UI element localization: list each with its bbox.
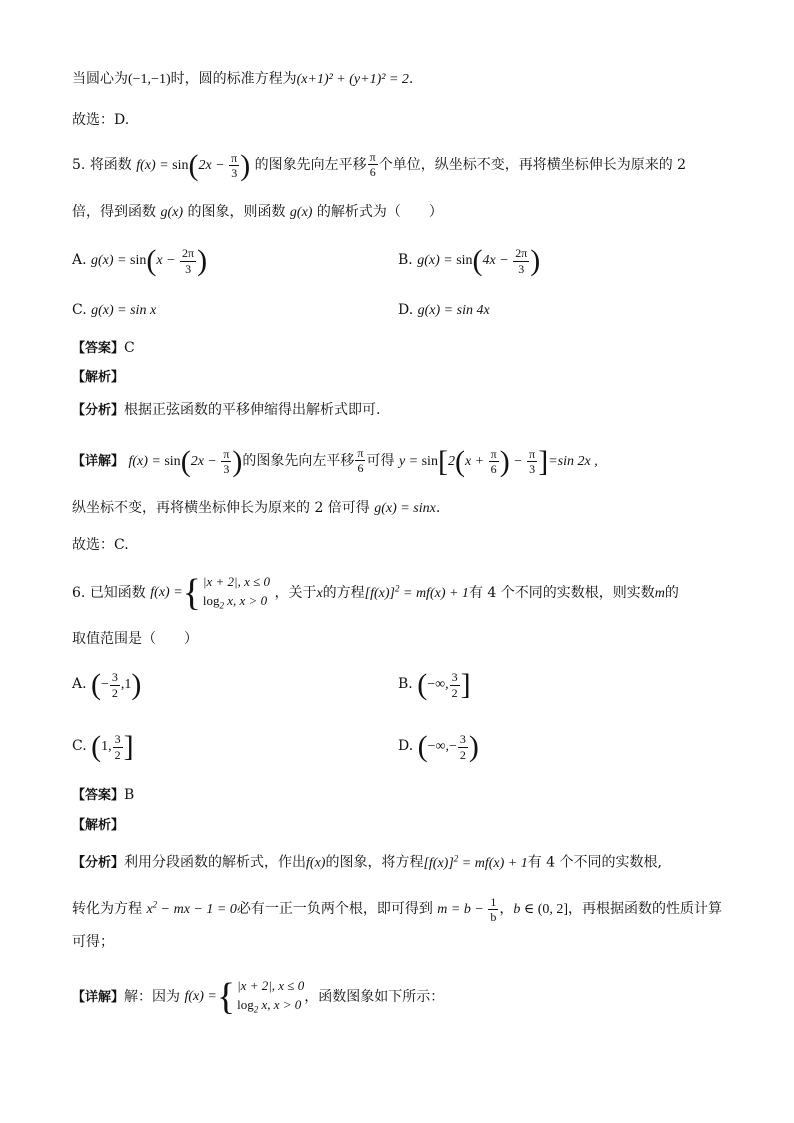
option-label: B. [398,676,413,693]
math-x: x [316,585,323,601]
text: 的方程 [322,584,365,601]
option-label: C. [72,302,87,318]
choose-d-line: 故选：D. [72,112,130,128]
q5-detail-line2 [72,501,440,516]
text: 可得 [366,452,395,469]
answer-value: B [124,787,135,803]
math-equation: $[f(x)]^2 = mf(x) + 1$ [423,853,528,871]
text: 必有一正一负两个根，即可得到 [236,901,433,918]
answer-tag: 【答案】 [72,788,125,803]
text: 的 [664,584,679,601]
answer-tag: 【答案】 [72,341,125,356]
text: 将函数 [89,156,132,173]
math-fx: f(x) = sin(2x − $\frac{\pi}{3}$ ) [128,444,243,478]
text: 的解析式为（ ） [316,204,443,220]
q6-option-c [72,732,134,762]
text: 利用分段函数的解析式，作出 [124,854,307,871]
q6-answer [72,788,134,802]
option-label: D. [398,738,414,755]
math-piecewise: f(x) = { |x + 2|, x ≤ 0 $\log_2 x$, x > 0 [184,975,305,1018]
text: ，关于 [274,584,317,601]
q5-answer [72,341,135,355]
q5-xiangjie [72,446,598,477]
math-option-d: g(x) = sin 4x [417,303,490,318]
math-b-range: b ∈ (0, 2] [513,902,569,918]
text: ，函数图象如下所示： [304,988,445,1005]
math-option-c: g(x) = sin x [91,303,157,318]
math-option-b: (−∞, $\frac{3}{2}$ ] [417,668,471,701]
math-m-expr: m = b − $\frac{1}{b}$ [437,895,497,925]
text: 有 4 个不同的实数根，则实数 [468,584,655,601]
q5-option-c [72,303,156,318]
q6-number: 6. [72,584,86,601]
option-label: A. [72,252,87,269]
math-option-d: (−∞,− $\frac{3}{2}$ ) [417,730,479,763]
text: 倍，得到函数 [72,204,156,220]
q5-number: 5. [72,156,86,173]
text: 个单位，纵坐标不变，再将横坐标伸长为原来的 2 [378,156,687,173]
text: ， [499,901,514,918]
math-fx: f(x) [306,855,326,871]
q5-option-d [398,303,490,318]
text: 当圆心为 [72,71,128,87]
circle-equation-line [72,72,413,87]
math-fx: f(x) = sin(2x − $\frac{\pi}{3}$ ) [136,148,251,182]
q5-stem-line1 [72,150,686,181]
option-label: C. [72,738,87,755]
math-result: =sin 2x , [548,453,598,469]
q6-stem-line1 [72,573,679,612]
period: . [408,71,414,87]
q5-option-a [72,246,207,276]
text: 转化为方程 [72,901,142,918]
math-frac-pi6: $\frac{\pi}{6}$ [369,150,376,180]
text: ，再根据函数的性质计算 [568,901,723,918]
option-label: D. [398,302,414,318]
q5-stem-line2 [72,205,443,220]
math-gx: g(x) [160,205,183,220]
math-option-b: g(x) = sin(4x − $\frac{2\pi}{3}$ ) [417,244,541,277]
math-center: (−1,−1) [128,72,171,87]
q6-jiexi-tag: 【解析】 [72,818,125,833]
text: 时，圆的标准方程为 [170,71,297,87]
text: 纵坐标不变，再将横坐标伸长为原来的 2 倍可得 [72,500,370,516]
math-frac-pi6: $\frac{\pi}{6}$ [357,446,364,476]
q5-option-b [398,246,540,276]
q6-fenxi-line2 [72,895,722,925]
math-circle-eq: (x+1)² + (y+1)² = 2 [296,72,409,87]
math-quadratic: $x^2$ − mx − 1 = 0 [146,899,237,918]
option-label: B. [398,252,413,269]
q6-fenxi [72,854,662,871]
math-shifted: y = sin[2(x + $\frac{\pi}{6}$ ) − $\frac{\pi}{3}$ ] [398,444,549,478]
math-gx-result: g(x) = sinx [374,501,436,516]
option-label: A. [72,676,87,693]
math-piecewise: f(x) = { |x + 2|, x ≤ 0 $\log_2 x$, x > 0 [150,571,270,614]
math-option-c: (1, $\frac{3}{2}$ ] [91,730,134,763]
text: 的图象先向左平移 [254,156,367,173]
text: 解：因为 [124,988,181,1005]
fenxi-tag: 【分析】 [72,855,125,871]
q6-option-d [398,732,479,762]
math-gx: g(x) [289,205,313,220]
q6-stem-line2: 取值范围是（ ） [72,631,198,647]
xiangjie-tag: 【详解】 [72,453,125,469]
period: . [435,500,441,516]
text: 有 4 个不同的实数根, [527,854,662,871]
math-option-a: (− $\frac{3}{2}$ ,1) [91,668,142,701]
math-option-a: g(x) = sin(x − $\frac{2\pi}{3}$ ) [91,244,208,277]
text: 已知函数 [89,584,146,601]
q6-fenxi-line3: 可得； [72,934,114,950]
q5-choose: 故选：C. [72,537,129,553]
fenxi-tag: 【分析】 [72,403,125,418]
answer-value: C [124,340,135,356]
text: 根据正弦函数的平移伸缩得出解析式即可. [124,402,381,418]
xiangjie-tag: 【详解】 [72,989,125,1005]
text: 的图象先向左平移 [242,452,355,469]
q5-fenxi [72,403,380,417]
q6-option-a [72,670,141,700]
q6-xiangjie [72,977,444,1016]
q5-jiexi-tag: 【解析】 [72,370,125,385]
math-equation: $[f(x)]^2 = mf(x) + 1$ [364,583,469,601]
q6-option-b [398,670,471,700]
text: 的图象，将方程 [325,854,424,871]
text: 的图象，则函数 [187,204,286,220]
math-m: m [654,585,665,601]
